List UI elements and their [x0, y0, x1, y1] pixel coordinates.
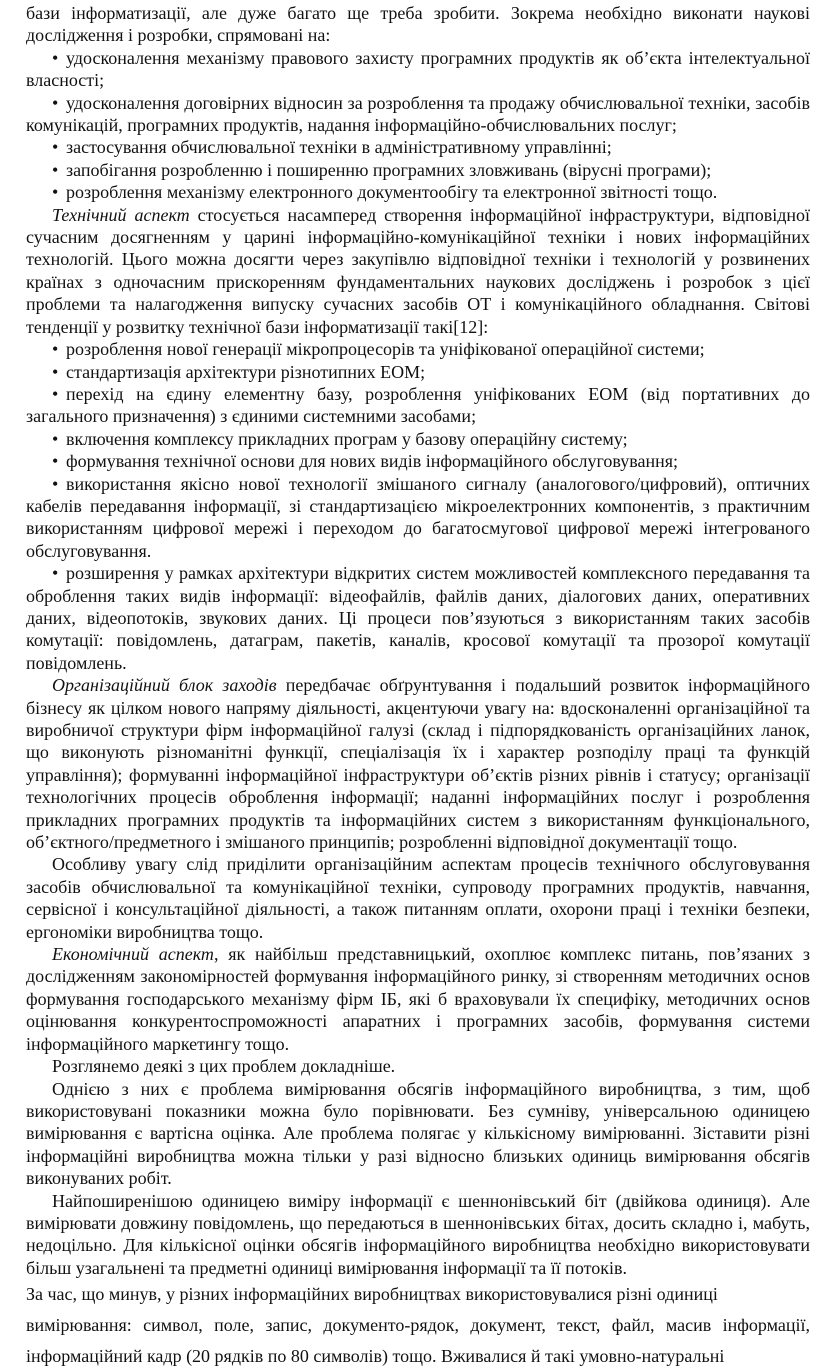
- list-item: • формування технічної основи для нових видів інформаційного обслуговування;: [52, 451, 679, 472]
- list-item: • запобігання розробленню і поширенню програмних зловживань (вірусні програми);: [52, 159, 712, 180]
- paragraph-measurement-problem: Однією з них є проблема вимірювання обсягів інформаційного виробництва, з тим, щоб використовувані показники можна було порівнювати. Без сумніву, універсальною одиницею вимірювання є вартісна оцінка. Але проблема полягає у кількісному вимірюванні. Зіставити різні інформаційні виробництва можна тільки у разі відносно близьких одиниць вимірювання обсягів виконуваних робіт.: [26, 1078, 810, 1189]
- paragraph-shannon-bit: Найпоширенішою одиницею виміру інформації є шеннонівський біт (двійкова одиниця). Але вимірювати довжину повідомлень, що передаються в шеннонівських бітах, досить складно і, мабуть, недоцільно. Для кількісної оцінки обсягів інформаційного виробництва необхідно використовувати більш узагальнені та предметні одиниці вимірювання інформації та її потоків.: [26, 1190, 810, 1278]
- paragraph-units-intro: За час, що минув, у різних інформаційних виробництвах використовувалися різні одиниці: [26, 1284, 718, 1305]
- list-item: • розроблення механізму електронного документообігу та електронної звітності тощо.: [52, 182, 718, 203]
- research-directions-list: [26, 47, 810, 204]
- paragraph-organizational-aspects: Особливу увагу слід приділити організаційним аспектам процесів технічного обслуговування засобів обчислювальної та комунікаційної техніки, супроводу програмних продуктів, навчання, сервісної і консультаційної діяльності, а також питанням оплати, охорони праці і техніки безпеки, ергономіки виробництва тощо.: [26, 854, 810, 942]
- paragraph-organizational-block: Організаційний блок заходів передбачає обґрунтування і подальший розвиток інформаційного бізнесу як цілком нового напряму діяльності, акцентуючи увагу на: вдосконаленні організаційної та виробничої структури фірм інформаційної галузі (склад і підпорядкованість організаційних ланок, що виконують різноманітні функції, спеціалізація їх і характер розподілу праці та функцій управління); формуванні інформаційної інфраструктури об’єктів різних рівнів і статусу; організації технологічних процесів оброблення інформації; наданні інформаційних послуг і розроблення прикладних програмних продуктів та інформаційних систем з використанням функціонального, об’єктного/предметного і змішаного принципів; розробленні відповідної документації тощо.: [26, 675, 810, 853]
- bullet-icon: •: [52, 137, 59, 158]
- paragraph-units-list: вимірювання: символ, поле, запис, документо-рядок, документ, текст, файл, масив інформації, інформаційний кадр (20 рядків по 80 символів) тощо. Вживалися й такі умовно-натуральні: [26, 1315, 810, 1367]
- bullet-icon: •: [52, 451, 59, 472]
- bullet-icon: •: [52, 92, 59, 113]
- paragraph-economic-aspect: Економічний аспект, як найбільш представницький, охоплює комплекс питань, пов’язаних з дослідженням закономірностей формування інформаційного ринку, зі створенням методичних основ формування господарського механізму фірм ІБ, які б враховували їх специфіку, методичних основ оцінювання конкурентоспроможності апаратних і програмних засобів, формування системи інформаційного маркетингу тощо.: [26, 944, 811, 1054]
- term-economic-aspect: Економічний аспект: [52, 944, 214, 965]
- bullet-icon: •: [52, 473, 59, 494]
- list-item: • удосконалення договірних відносин за розроблення та продажу обчислювальної техніки, засобів комунікацій, програмних продуктів, надання інформаційно-обчислювальних послуг;: [26, 92, 810, 136]
- bullet-icon: •: [52, 428, 59, 449]
- bullet-icon: •: [52, 563, 59, 584]
- term-organizational-block: Організаційний блок заходів: [52, 675, 277, 696]
- bullet-icon: •: [52, 339, 59, 360]
- bullet-icon: •: [52, 47, 59, 68]
- list-item: • розроблення нової генерації мікропроцесорів та уніфікованої операційної системи;: [52, 339, 705, 360]
- list-item: • розширення у рамках архітектури відкритих систем можливостей комплексного передавання та оброблення таких видів інформації: відеофайлів, файлів даних, діалогових даних, оперативних даних, відеопотоків, звукових даних. Ці процеси пов’язуються з використанням таких засобів комутації: повідомлень, датаграм, пакетів, каналів, кросової комутації та прозорої комутації повідомлень.: [26, 563, 810, 673]
- bullet-icon: •: [52, 159, 59, 180]
- paragraph-technical-aspect: Технічний аспект стосується насамперед створення інформаційної інфраструктури, відповідної сучасним досягненням у царині інформаційно-комунікаційної техніки і нових інформаційних технологій. Цього можна досягти через закупівлю відповідної техніки і технологій у розвинених країнах з одночасним прискоренням фундаментальних наукових досліджень і розробок з цієї проблеми та налагодження випуску сучасних засобів ОТ і комунікаційного обладнання. Світові тенденції у розвитку технічної бази інформатизації такі[12]:: [26, 204, 810, 337]
- bullet-icon: •: [52, 182, 59, 203]
- list-item: • удосконалення механізму правового захисту програмних продуктів як об’єкта інтелектуальної власності;: [26, 47, 810, 91]
- term-technical-aspect: Технічний аспект: [52, 204, 190, 225]
- list-item: • використання якісно нової технології змішаного сигналу (аналогового/цифровий), оптичних кабелів передавання інформації, зі стандартизацією мікроелектронних компонентів, з практичним використанням цифрової мережі і переходом до багатосмугової цифрової мережі інтегрованого обслуговування.: [26, 473, 810, 561]
- paragraph-intro: бази інформатизації, але дуже багато ще треба зробити. Зокрема необхідно виконати наукові дослідження і розробки, спрямовані на:: [26, 3, 810, 46]
- paragraph-consider-problems: Розглянемо деякі з цих проблем докладніше.: [52, 1056, 396, 1077]
- technical-trends-list: [26, 338, 810, 674]
- list-item: • включення комплексу прикладних програм у базову операційну систему;: [52, 428, 628, 449]
- bullet-icon: •: [52, 383, 59, 404]
- list-item: • перехід на єдину елементну базу, розроблення уніфікованих ЕОМ (від портативних до загального призначення) з єдиними системними засобами;: [26, 383, 810, 427]
- bullet-icon: •: [52, 361, 59, 382]
- list-item: • стандартизація архітектури різнотипних ЕОМ;: [52, 361, 426, 382]
- list-item: • застосування обчислювальної техніки в адміністративному управлінні;: [52, 137, 612, 158]
